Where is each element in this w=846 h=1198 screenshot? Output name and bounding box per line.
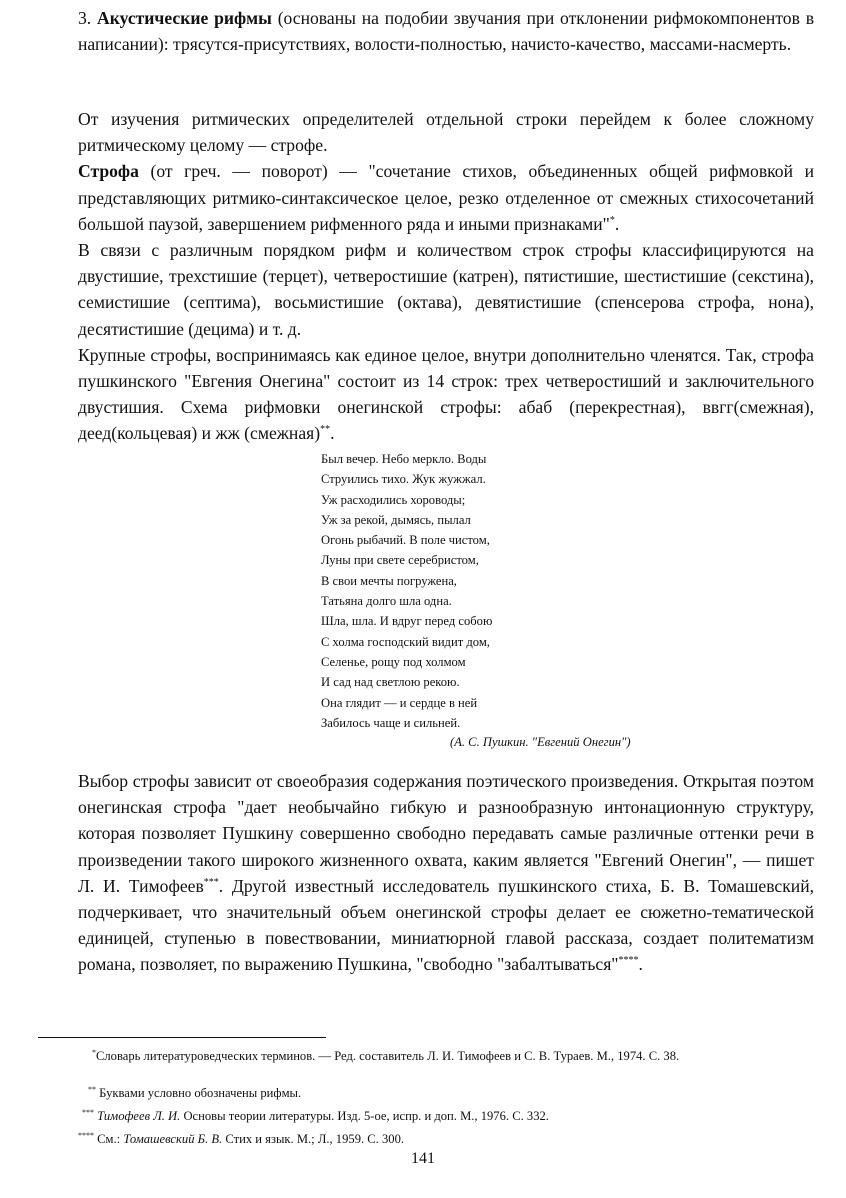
poem-line: Уж за рекой, дымясь, пылал <box>321 512 471 527</box>
poem-line: В свои мечты погружена, <box>321 573 457 588</box>
poem-line: Уж расходились хороводы; <box>321 492 466 507</box>
poem-line: Забилось чаще и сильней. <box>321 715 461 730</box>
poem-line: Шла, шла. И вдруг перед собою <box>321 614 493 629</box>
footnote-ref-3[interactable]: *** <box>203 876 219 888</box>
footnote-3: *** Тимофеев Л. И. Основы теории литературы. Изд. 5-ое, испр. и доп. М., 1976. С. 332. <box>82 1107 549 1123</box>
poem-excerpt <box>321 449 492 733</box>
classification-paragraph: В связи с различным порядком рифм и количеством строк строфы классифицируются на двустишие, трехстишие (терцет), четверостишие (катрен), пятистишие, шестистишие (секстина), семистишие (септима), восьмистишие (октава), девятистишие (спенсерова строфа, нона), десятистишие (децима) и т. д. <box>78 240 814 339</box>
acoustic-rhymes-paragraph: 3. Акустические рифмы (основаны на подобии звучания при отклонении рифмокомпонентов в написании): трясутся-присутствиях, волости-полностью, начисто-качество, массами-насмерть. <box>78 8 814 55</box>
strophe-term: Строфа <box>78 161 139 182</box>
footnote-ref-1[interactable]: * <box>609 214 615 226</box>
acoustic-rhymes-term: Акустические рифмы <box>97 8 272 28</box>
poem-line: Струились тихо. Жук жужжал. <box>321 472 486 487</box>
intro-paragraph: От изучения ритмических определителей отдельной строки перейдем к более сложному ритмическому целому — строфе. <box>78 109 814 156</box>
strophe-section <box>78 106 814 447</box>
poem-line: Огонь рыбачий. В поле чистом, <box>321 533 490 548</box>
strophe-choice-paragraph: Выбор строфы зависит от своеобразия содержания поэтического произведения. Открытая поэтом онегинская строфа "дает необычайно гибкую и разнообразную интонационную структуру, которая позволяет Пушкину совершенно свободно передавать самые различные оттенки речи в произведении такого широкого жизненного охвата, каким является "Евгений Онегин", — пишет Л. И. Тимофеев***. Другой известный исследователь пушкинского стиха, Б. В. Томашевский, подчеркивает, что значительный объем онегинской строфы делает ее сюжетно-тематической единицей, ступенью в повествовании, миниатюрной главой рассказа, создает политематизм романа, позволяет, по выражению Пушкина, "свободно "забалтываться"****. <box>78 771 815 975</box>
poem-line: С холма господский видит дом, <box>321 634 490 649</box>
poem-attribution: (А. С. Пушкин. "Евгений Онегин") <box>450 735 631 749</box>
footnote-2: ** Буквами условно обозначены рифмы. <box>88 1084 302 1100</box>
poem-line: Татьяна долго шла одна. <box>321 594 452 609</box>
poem-line: И сад над светлою рекою. <box>321 675 460 690</box>
footnote-ref-2[interactable]: ** <box>320 424 331 436</box>
strophe-definition-paragraph: Строфа (от греч. — поворот) — "сочетание стихов, объединенных общей рифмовкой и представляющих ритмико-синтаксическое целое, резко отделенное от смежных стихосочетаний большой паузой, завершением рифменного ряда и иными признаками"*. <box>78 161 814 234</box>
footnote-4: **** См.: Томашевский Б. В. Стих и язык. М.; Л., 1959. С. 300. <box>78 1130 405 1146</box>
footnote-1: *Словарь литературоведческих терминов. — Ред. составитель Л. И. Тимофеев и С. В. Тураев. М., 1974. С. 38. <box>92 1047 680 1063</box>
poem-line: Она глядит — и сердце в ней <box>321 695 478 710</box>
large-strophes-paragraph: Крупные строфы, воспринимаясь как единое целое, внутри дополнительно членятся. Так, строфа пушкинского "Евгения Онегина" состоит из 14 строк: трех четверостиший и заключительного двустишия. Схема рифмовки онегинской строфы: абаб (перекрестная), ввгг(смежная), деед(кольцевая) и жж (смежная)**. <box>78 344 814 444</box>
poem-line: Селенье, рощу под холмом <box>321 654 466 669</box>
poem-line: Луны при свете серебристом, <box>321 553 479 568</box>
footnote-ref-4[interactable]: **** <box>618 955 639 967</box>
footnote-divider <box>38 1037 326 1038</box>
poem-line: Был вечер. Небо меркло. Воды <box>321 452 487 466</box>
page-number: 141 <box>411 1150 435 1167</box>
